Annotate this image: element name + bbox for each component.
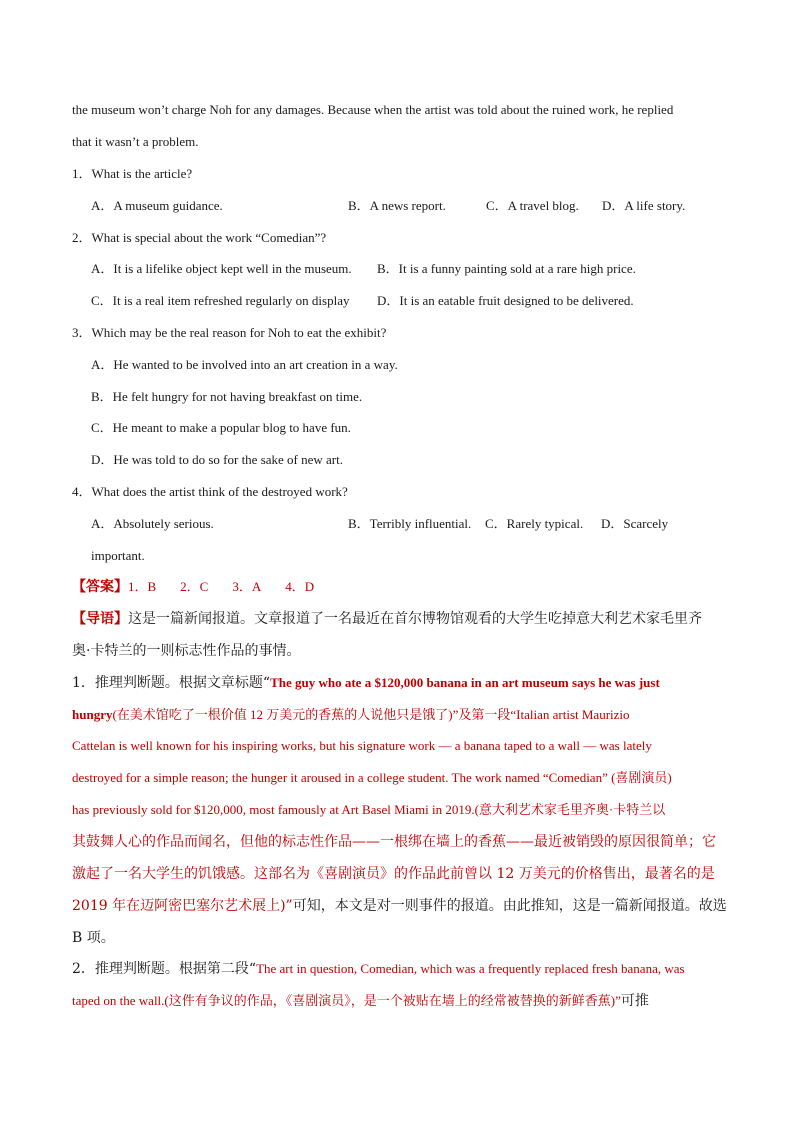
analysis-1-line-1 [72,674,660,692]
q4-option-c: C．Rarely typical. [485,516,584,531]
q3-option-d: D．He was told to do so for the sake of new art. [91,452,343,467]
question-3-stem: 3．Which may be the real reason for Noh to eat the exhibit? [72,325,387,340]
analysis-1-line-7: 激起了一名大学生的饥饿感。这部名为《喜剧演员》的作品此前曾以 12 万美元的价格售出，最著名的是 [72,866,715,882]
q1-option-c: C．A travel blog. [486,198,579,213]
intro-line-1: the museum won’t charge Noh for any damages. Because when the artist was told about the ruined work, he replied [72,102,674,117]
analysis-2-l1-red: The art in question, Comedian, which was a frequently replaced fresh banana, was [256,961,685,976]
question-2-stem: 2．What is special about the work “Comedian”? [72,230,327,245]
analysis-2-l2-red: taped on the wall.(这件有争议的作品，《喜剧演员》，是一个被贴在墙上的经常被替换的新鲜香蕉)” [72,993,621,1008]
answer-line [72,578,314,596]
q1-option-a: A．A museum guidance. [91,198,223,213]
question-1-stem: 1．What is the article? [72,166,193,181]
answer-2: 2．C [180,579,209,594]
q2-option-a: A．It is a lifelike object kept well in the museum. [91,261,352,276]
q2-option-d: D．It is an eatable fruit designed to be delivered. [377,293,634,308]
intro-line-2: that it wasn’t a problem. [72,134,199,149]
analysis-1-title-bold: The guy who ate a $120,000 banana in an art museum says he was just [270,675,660,690]
guide-line-1 [72,610,702,628]
analysis-2-prefix: 2．推理判断题。根据第二段“ [72,961,257,977]
analysis-1-line-8 [72,897,727,915]
q2-option-b: B．It is a funny painting sold at a rare high price. [377,261,636,276]
analysis-1-l8-black: 可知，本文是对一则事件的报道。由此推知，这是一篇新闻报道。故选 [292,898,727,914]
q1-option-d: D．A life story. [602,198,686,213]
guide-tag: 【导语】 [72,611,128,627]
analysis-1-line-9: B 项。 [72,930,115,946]
answer-1: 1．B [128,579,157,594]
analysis-1-l2-rest: (在美术馆吃了一根价值 12 万美元的香蕉的人说他只是饿了)”及第一段“Italian artist Maurizio [112,707,630,722]
q3-option-c: C．He meant to make a popular blog to have fun. [91,420,351,435]
analysis-2-line-1 [72,960,685,978]
answer-4: 4．D [285,579,315,594]
analysis-2-line-2 [72,992,649,1010]
q1-option-b: B．A news report. [348,198,446,213]
question-4-stem: 4．What does the artist think of the destroyed work? [72,484,348,499]
q2-option-c: C．It is a real item refreshed regularly on display [91,293,350,308]
q3-option-a: A．He wanted to be involved into an art creation in a way. [91,357,398,372]
q4-option-a: A．Absolutely serious. [91,516,214,531]
analysis-1-prefix: 1．推理判断题。根据文章标题“ [72,675,271,691]
analysis-2-l2-black: 可推 [620,993,649,1009]
guide-line-2: 奥·卡特兰的一则标志性作品的事情。 [72,643,301,659]
analysis-1-line-4: destroyed for a simple reason; the hunger it aroused in a college student. The work named “Comedian” (喜剧演员) [72,770,672,785]
answer-tag: 【答案】 [72,579,128,595]
q4-option-d: D．Scarcely [601,516,669,531]
answer-3: 3．A [232,579,262,594]
q3-option-b: B．He felt hungry for not having breakfast on time. [91,389,363,404]
analysis-1-line-2 [72,706,630,724]
guide-text-1: 这是一篇新闻报道。文章报道了一名最近在首尔博物馆观看的大学生吃掉意大利艺术家毛里齐 [128,611,702,627]
analysis-1-l8-red: 2019 年在迈阿密巴塞尔艺术展上)” [72,898,293,914]
q4-option-d-continued: important. [91,548,145,563]
analysis-1-line-3: Cattelan is well known for his inspiring works, but his signature work — a banana taped to a wall — was lately [72,738,652,753]
analysis-1-line-5: has previously sold for $120,000, most famously at Art Basel Miami in 2019.(意大利艺术家毛里齐奥·卡特兰以 [72,802,666,817]
analysis-1-line-6: 其鼓舞人心的作品而闻名，但他的标志性作品——一根绑在墙上的香蕉——最近被销毁的原因很简单；它 [72,834,716,850]
analysis-1-title-bold-end: hungry [72,707,113,722]
q4-option-b: B．Terribly influential. [348,516,472,531]
